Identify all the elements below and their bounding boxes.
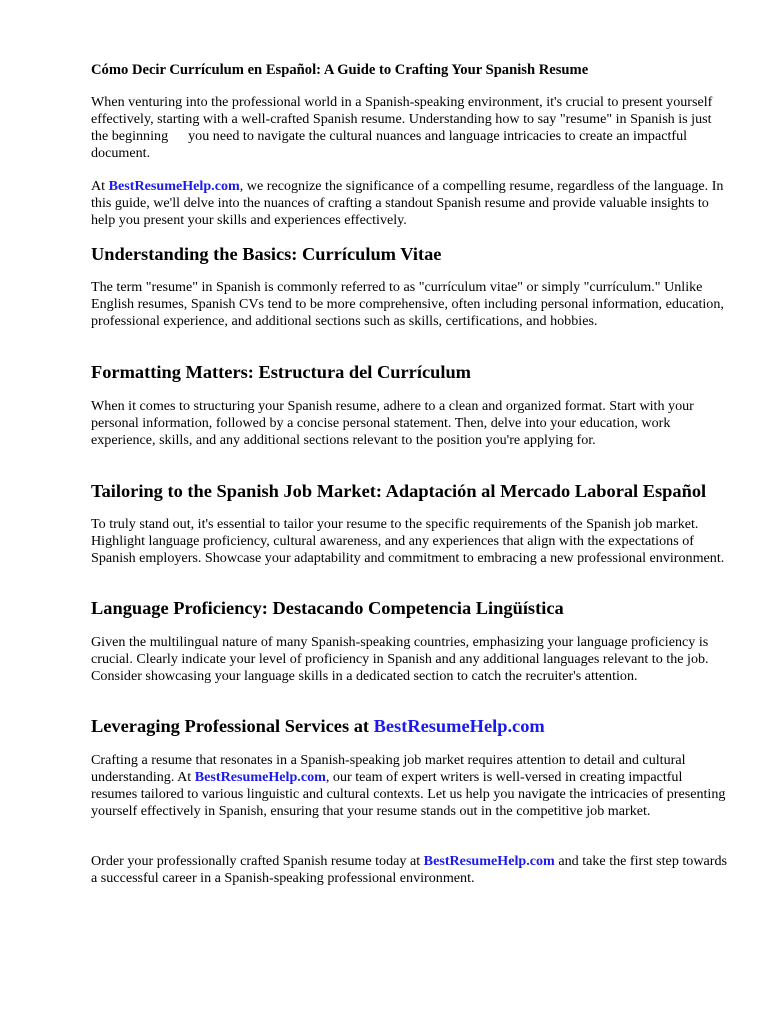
bestresumehelp-link-heading[interactable]: BestResumeHelp.com xyxy=(373,716,545,736)
intro-text-b: you need to navigate the cultural nuances and language intricacies to create an impactful document. xyxy=(91,128,688,161)
intro-text-a: When venturing into the professional world in a Spanish-speaking environment, it's crucial to present yourself effectively, starting with a well-crafted Spanish resume. Understanding how to say "resume" in Spanish is just the beginning xyxy=(91,94,713,144)
section-heading-formatting: Formatting Matters: Estructura del Currículum xyxy=(91,362,471,382)
services-heading-text: Leveraging Professional Services at xyxy=(91,716,374,736)
services-p2-post: and take the first step towards a successful career in a Spanish-speaking professional environment. xyxy=(91,853,728,886)
section-text-tailoring: To truly stand out, it's essential to tailor your resume to the specific requirements of the Spanish job market. Highlight language proficiency, cultural awareness, and any experiences that align with the expectations of Spanish employers. Showcase your adaptability and commitment to embracing a new professional environment. xyxy=(91,516,725,566)
document-title: Cómo Decir Currículum en Español: A Guide to Crafting Your Spanish Resume xyxy=(91,62,589,78)
services-p1-pre: Crafting a resume that resonates in a Spanish-speaking job market requires attention to detail and cultural understanding. At xyxy=(91,752,686,785)
section-text-language: Given the multilingual nature of many Spanish-speaking countries, emphasizing your language proficiency is crucial. Clearly indicate your level of proficiency in Spanish and any additional languages relevant to the job. Consider showcasing your language skills in a dedicated section to catch the recruiter's attention. xyxy=(91,634,709,684)
section-heading-language: Language Proficiency: Destacando Competencia Lingüística xyxy=(91,598,564,618)
services-p1-post: , our team of expert writers is well-versed in creating impactful resumes tailored to various linguistic and cultural contexts. Let us help you navigate the intricacies of presenting yourself effectively in Spanish, ensuring that your resume stands out in the competitive job market. xyxy=(91,769,726,819)
section-heading-tailoring: Tailoring to the Spanish Job Market: Adaptación al Mercado Laboral Español xyxy=(91,481,707,501)
section-heading-basics: Understanding the Basics: Currículum Vitae xyxy=(91,244,442,264)
section-text-basics: The term "resume" in Spanish is commonly referred to as "currículum vitae" or simply "currículum." Unlike English resumes, Spanish CVs tend to be more comprehensive, often including personal information, education, professional experience, and additional sections such as skills, certifications, and hobbies. xyxy=(91,279,724,329)
bestresumehelp-link-services[interactable]: BestResumeHelp.com xyxy=(194,769,326,785)
services-paragraph-1 xyxy=(91,752,731,820)
intro-paragraph-1 xyxy=(91,94,731,162)
intro-p2-post: , we recognize the significance of a compelling resume, regardless of the language. In this guide, we'll delve into the nuances of crafting a standout Spanish resume and provide valuable insights to help you present your skills and experiences effectively. xyxy=(91,178,724,228)
intro-p2-pre: At xyxy=(91,178,109,194)
intro-paragraph-2 xyxy=(91,178,731,229)
section-text-formatting: When it comes to structuring your Spanish resume, adhere to a clean and organized format. Start with your personal information, followed by a concise personal statement. Then, delve into your education, work experience, skills, and any additional sections relevant to the position you're applying for. xyxy=(91,398,694,448)
bestresumehelp-link-order[interactable]: BestResumeHelp.com xyxy=(423,853,555,869)
services-p2-pre: Order your professionally crafted Spanish resume today at xyxy=(91,853,424,869)
services-paragraph-2 xyxy=(91,853,731,887)
section-heading-services xyxy=(91,715,731,737)
bestresumehelp-link-intro[interactable]: BestResumeHelp.com xyxy=(108,178,240,194)
